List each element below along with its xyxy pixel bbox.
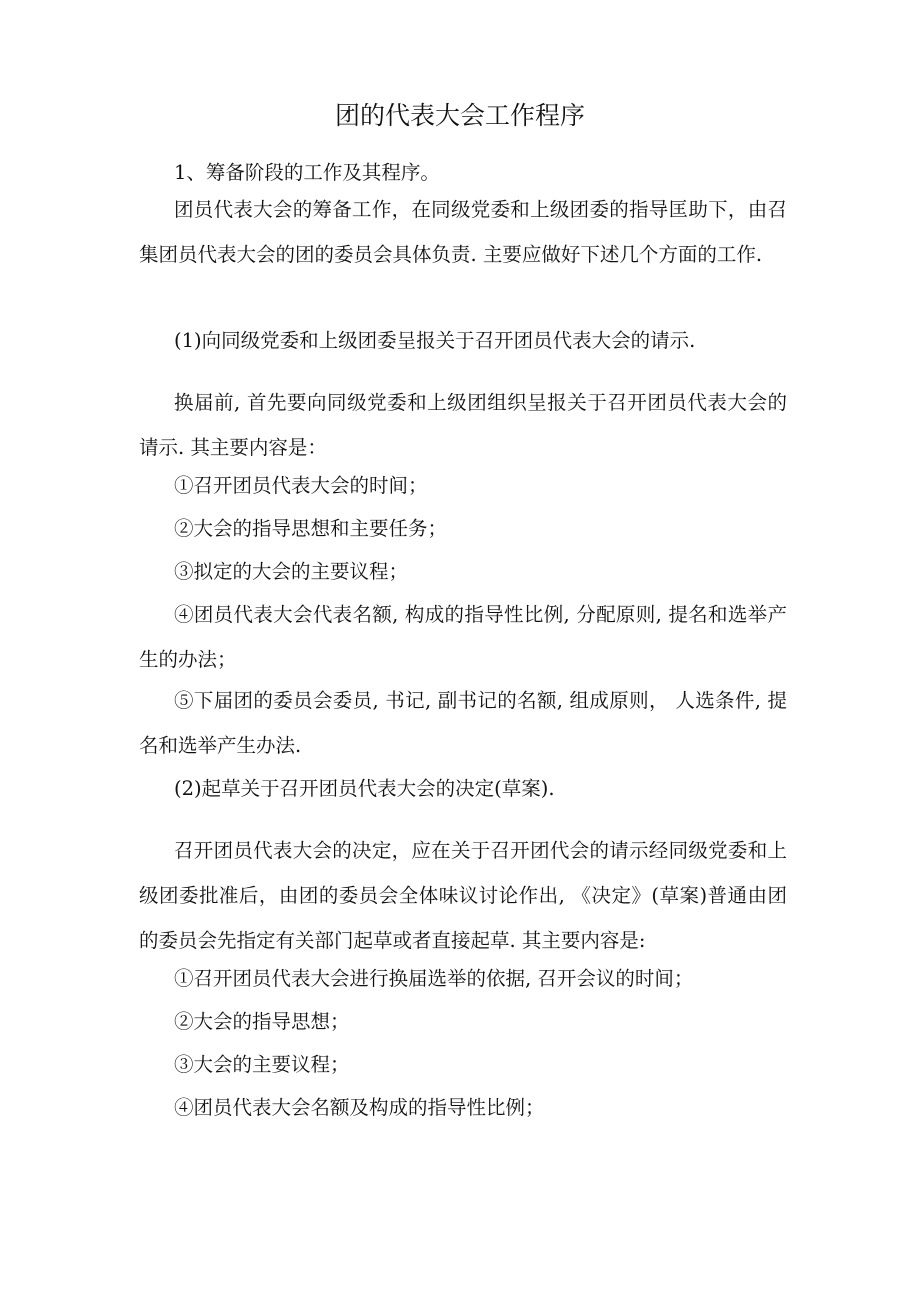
list-item-request-5: ⑤下届团的委员会委员, 书记, 副书记的名额, 组成原则， 人选条件, 提名和选举产生办法. [139, 689, 787, 757]
list-item-request-2: ②大会的指导思想和主要任务； [174, 517, 448, 540]
paragraph-item-2-heading: (2)起草关于召开团员代表大会的决定(草案). [174, 777, 555, 800]
paragraph-item-1-heading: (1)向同级党委和上级团委呈报关于召开团员代表大会的请示. [174, 329, 696, 352]
paragraph-preparation-intro: 团员代表大会的筹备工作，在同级党委和上级团委的指导匡助下，由召集团员代表大会的团的委员会具体负责. 主要应做好下述几个方面的工作. [139, 198, 787, 266]
list-item-request-1: ①召开团员代表大会的时间； [174, 474, 428, 497]
document-title: 团的代表大会工作程序 [334, 101, 585, 130]
list-item-request-4: ④团员代表大会代表名额, 构成的指导性比例, 分配原则, 提名和选举产生的办法； [139, 603, 787, 671]
paragraph-section-1-heading: 1、筹备阶段的工作及其程序。 [174, 161, 440, 184]
list-item-decision-4: ④团员代表大会名额及构成的指导性比例； [174, 1096, 545, 1119]
list-item-request-3: ③拟定的大会的主要议程； [174, 560, 409, 583]
paragraph-request-contents: 换届前, 首先要向同级党委和上级团组织呈报关于召开团员代表大会的请示. 其主要内容是： [139, 391, 787, 459]
list-item-decision-2: ②大会的指导思想； [174, 1010, 350, 1033]
list-item-decision-1: ①召开团员代表大会进行换届选举的依据, 召开会议的时间； [174, 967, 694, 990]
list-item-decision-3: ③大会的主要议程； [174, 1053, 350, 1076]
paragraph-decision-contents: 召开团员代表大会的决定，应在关于召开团代会的请示经同级党委和上级团委批准后，由团的委员会全体味议讨论作出, 《决定》(草案)普通由团的委员会先指定有关部门起草或者直接起草. 其主要内容是: [139, 839, 787, 952]
